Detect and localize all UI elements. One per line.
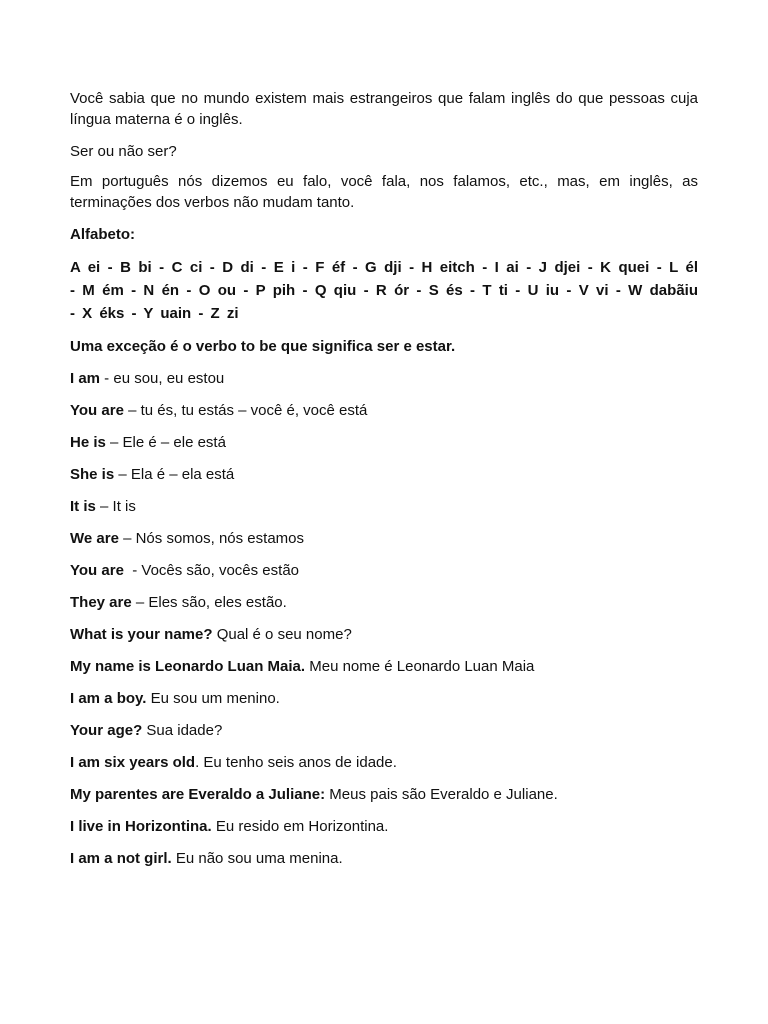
phrase-english: They are xyxy=(70,594,132,611)
phrase-english: You are xyxy=(70,562,124,579)
grammar-note-paragraph: Em português nós dizemos eu falo, você fala, nos falamos, etc., mas, em inglês, as terminações dos verbos não mudam tanto. xyxy=(70,173,698,211)
phrase-english: He is xyxy=(70,434,106,451)
phrase-translation: – Ela é – ela está xyxy=(114,466,235,483)
phrase-english: I live in Horizontina. xyxy=(70,818,212,835)
phrase-line xyxy=(70,464,698,485)
phrase-line xyxy=(70,368,698,389)
phrase-english: I am a not girl. xyxy=(70,850,172,867)
phrase-translation: – tu és, tu estás – você é, você está xyxy=(123,402,368,419)
phrase-english: Your age? xyxy=(70,722,143,739)
intro-paragraph: Você sabia que no mundo existem mais estrangeiros que falam inglês do que pessoas cuja língua materna é o inglês. xyxy=(70,90,698,128)
phrase-english: You are xyxy=(70,402,124,419)
exception-heading: Uma exceção é o verbo to be que significa ser e estar. xyxy=(70,338,456,355)
phrase-line xyxy=(70,688,698,709)
phrase-english: I am a boy. xyxy=(70,690,147,707)
phrase-translation: Meu nome é Leonardo Luan Maia xyxy=(305,658,535,675)
phrase-line xyxy=(70,560,698,581)
phrase-line xyxy=(70,496,698,517)
phrase-line xyxy=(70,528,698,549)
alphabet-heading: Alfabeto: xyxy=(70,226,135,243)
phrase-english: What is your name? xyxy=(70,626,213,643)
phrase-english: I am xyxy=(70,370,101,387)
phrase-translation: – It is xyxy=(95,498,136,515)
phrase-english: We are xyxy=(70,530,119,547)
phrase-translation: Meus pais são Everaldo e Juliane. xyxy=(325,786,558,803)
document-page xyxy=(70,88,698,880)
phrase-translation: Eu não sou uma menina. xyxy=(171,850,343,867)
phrase-line xyxy=(70,592,698,613)
phrase-translation: – Ele é – ele está xyxy=(105,434,226,451)
phrase-line xyxy=(70,848,698,869)
phrase-line xyxy=(70,656,698,677)
phrase-translation: Eu resido em Horizontina. xyxy=(211,818,389,835)
alphabet-list: A ei - B bi - C ci - D di - E i - F éf - G dji - H eitch - I ai - J djei - K quei - L él - M ém - N én - O ou - P pih - Q qiu - R ór - S és - T ti - U iu - V vi - W dabãiu - X éks - Y uain - Z zi xyxy=(70,259,698,322)
phrase-english: I am six years old xyxy=(70,754,196,771)
question-paragraph: Ser ou não ser? xyxy=(70,143,177,160)
phrase-translation: Qual é o seu nome? xyxy=(212,626,352,643)
phrase-line xyxy=(70,720,698,741)
phrase-translation: – Nós somos, nós estamos xyxy=(118,530,304,547)
phrase-english: My name is Leonardo Luan Maia. xyxy=(70,658,306,675)
phrase-translation: . Eu tenho seis anos de idade. xyxy=(195,754,397,771)
phrase-line xyxy=(70,784,698,805)
phrase-line xyxy=(70,752,698,773)
phrase-translation: – Eles são, eles estão. xyxy=(131,594,287,611)
phrase-translation: - eu sou, eu estou xyxy=(100,370,225,387)
phrase-english: My parentes are Everaldo a Juliane: xyxy=(70,786,326,803)
phrase-line xyxy=(70,816,698,837)
phrase-english: She is xyxy=(70,466,115,483)
phrase-translation: Eu sou um menino. xyxy=(146,690,280,707)
phrase-line xyxy=(70,432,698,453)
phrase-english: It is xyxy=(70,498,96,515)
phrase-translation: Sua idade? xyxy=(142,722,223,739)
phrase-line xyxy=(70,400,698,421)
phrase-translation: - Vocês são, vocês estão xyxy=(123,562,299,579)
phrase-line xyxy=(70,624,698,645)
